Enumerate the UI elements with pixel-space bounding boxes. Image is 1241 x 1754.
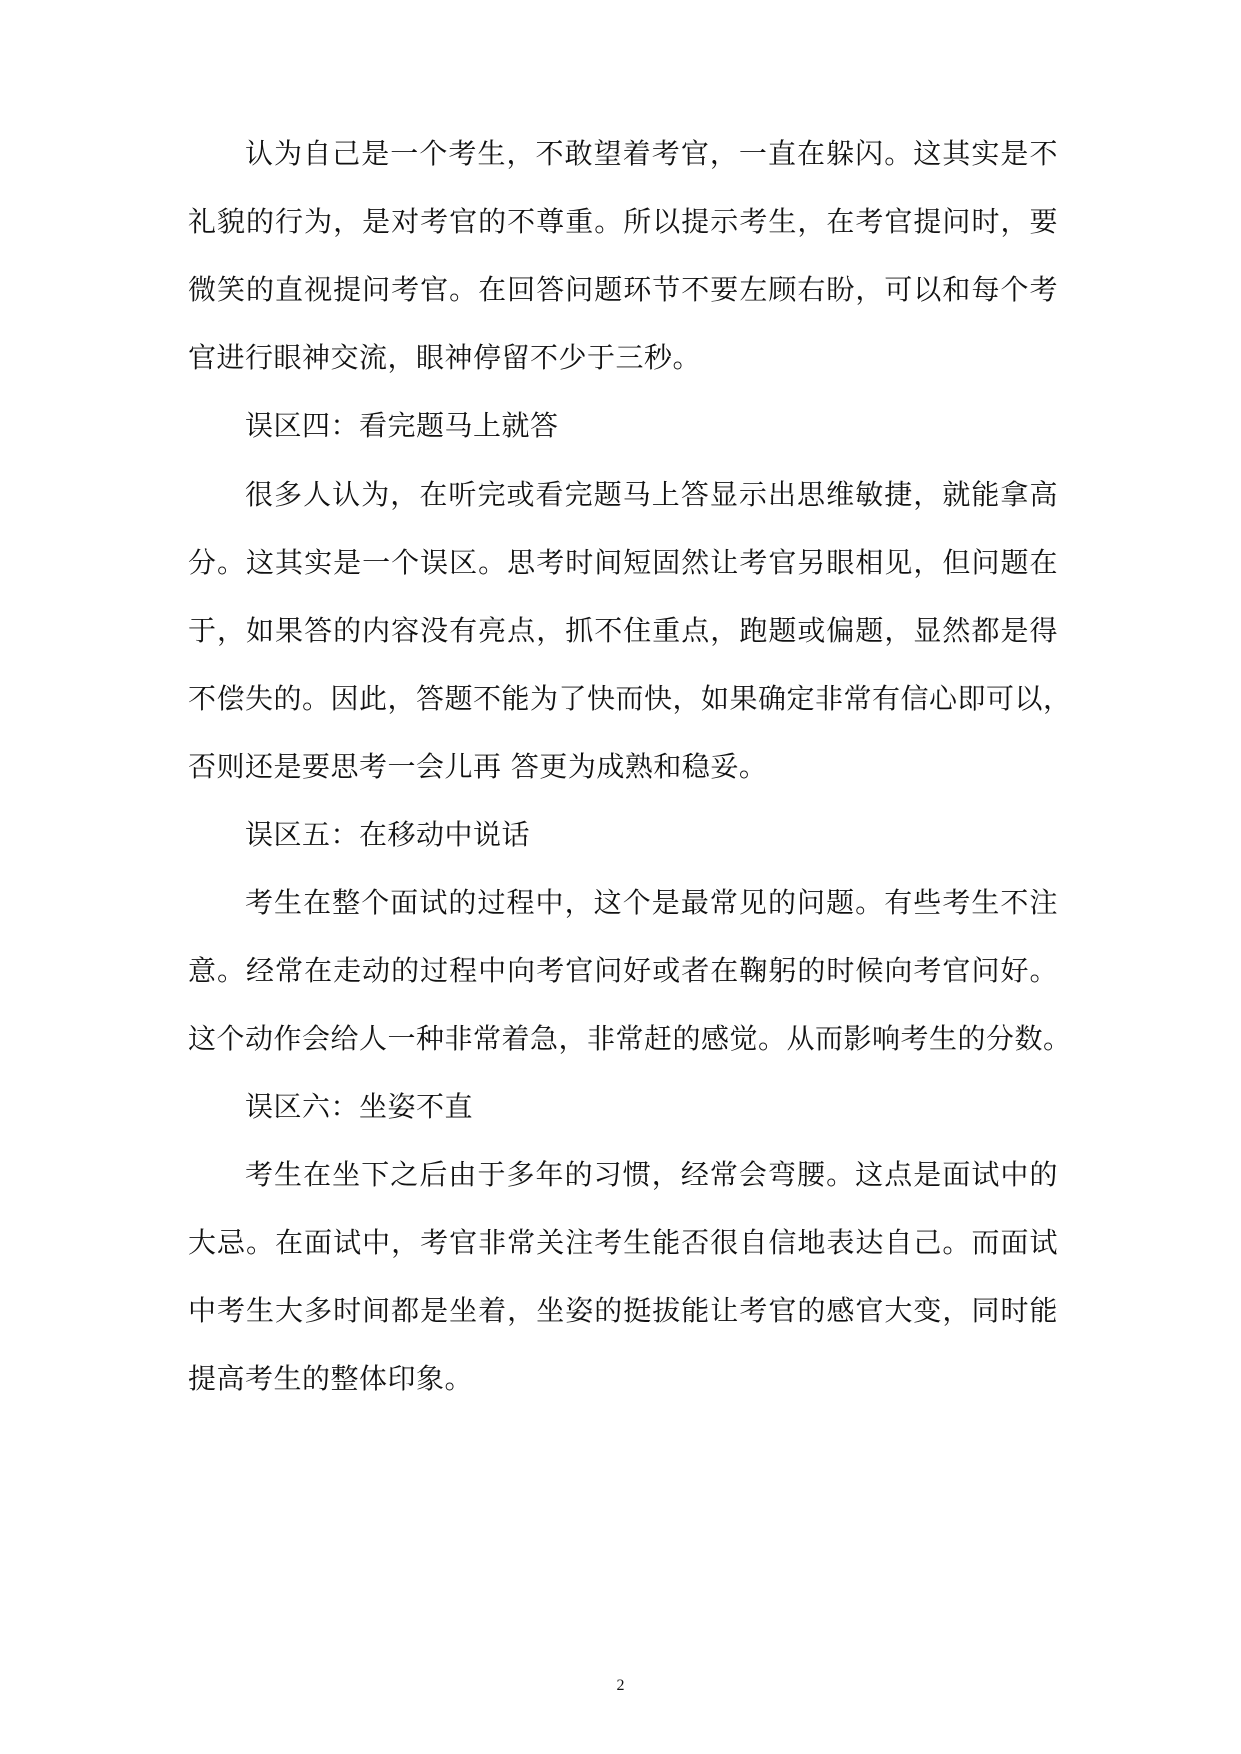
paragraph-line: 中考生大多时间都是坐着，坐姿的挺拔能让考官的感官大变，同时能 (188, 1294, 1058, 1327)
paragraph-line: 大忌。在面试中，考官非常关注考生能否很自信地表达自己。而面试 (188, 1226, 1058, 1259)
paragraph-line: 考生在整个面试的过程中，这个是最常见的问题。有些考生不注 (245, 886, 1058, 919)
paragraph-line: 意。经常在走动的过程中向考官问好或者在鞠躬的时候向考官问好。 (188, 954, 1058, 987)
paragraph-line: 考生在坐下之后由于多年的习惯，经常会弯腰。这点是面试中的 (245, 1158, 1058, 1191)
paragraph-line: 认为自己是一个考生，不敢望着考官，一直在躲闪。这其实是不 (245, 137, 1058, 170)
section-heading: 误区六：坐姿不直 (245, 1090, 474, 1123)
paragraph-line: 很多人认为，在听完或看完题马上答显示出思维敏捷，就能拿高 (245, 478, 1058, 511)
paragraph-line: 微笑的直视提问考官。在回答问题环节不要左顾右盼，可以和每个考 (188, 273, 1058, 306)
paragraph-line: 于，如果答的内容没有亮点，抓不住重点，跑题或偏题，显然都是得 (188, 614, 1058, 647)
paragraph-line: 否则还是要思考一会儿再 答更为成熟和稳妥。 (188, 750, 768, 783)
paragraph-line: 这个动作会给人一种非常着急，非常赶的感觉。从而影响考生的分数。 (188, 1022, 1072, 1055)
paragraph-line: 分。这其实是一个误区。思考时间短固然让考官另眼相见，但问题在 (188, 546, 1058, 579)
paragraph-line: 官进行眼神交流，眼神停留不少于三秒。 (188, 341, 702, 374)
section-heading: 误区四：看完题马上就答 (245, 409, 559, 442)
page-number: 2 (616, 1677, 625, 1694)
paragraph-line: 不偿失的。因此，答题不能为了快而快，如果确定非常有信心即可以， (188, 682, 1072, 715)
paragraph-line: 礼貌的行为，是对考官的不尊重。所以提示考生，在考官提问时，要 (188, 205, 1058, 238)
section-heading: 误区五：在移动中说话 (245, 818, 531, 851)
paragraph-line: 提高考生的整体印象。 (188, 1362, 474, 1395)
